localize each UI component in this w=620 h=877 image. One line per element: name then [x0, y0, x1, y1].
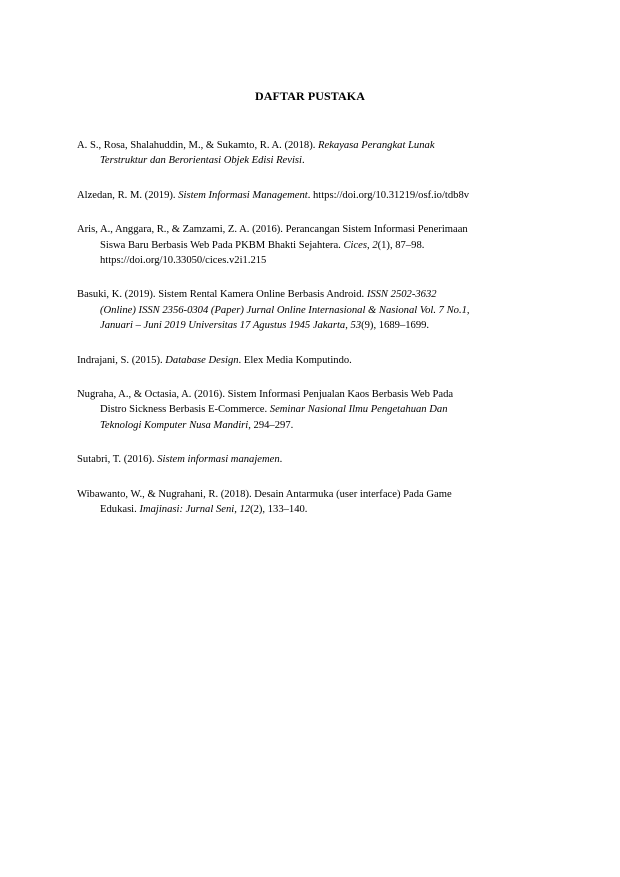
reference-line	[77, 353, 547, 368]
reference-text: Basuki, K. (2019). Sistem Rental Kamera Online Berbasis Android.	[77, 289, 367, 301]
reference-text: A. S., Rosa, Shalahuddin, M., & Sukamto, R. A. (2018).	[77, 140, 319, 151]
reference-line	[100, 253, 547, 268]
reference-entry	[77, 353, 547, 368]
reference-entry	[77, 222, 547, 268]
reference-entry	[77, 387, 547, 433]
reference-italic-text: (Online) ISSN 2356-0304 (Paper) Jurnal Online Internasional & Nasional Vol. 7 No.1,	[100, 304, 470, 316]
reference-text: (1), 87–98.	[377, 239, 425, 251]
reference-line	[100, 153, 547, 168]
reference-line	[77, 487, 547, 502]
reference-text: ,	[345, 320, 351, 332]
reference-text: Wibawanto, W., & Nugrahani, R. (2018). Desain Antarmuka (user interface) Pada Game	[77, 488, 452, 500]
reference-italic-text: Terstruktur dan Berorientasi Objek Edisi Revisi	[100, 155, 302, 167]
page-title: DAFTAR PUSTAKA	[255, 89, 365, 103]
reference-italic-text: Seminar Nasional Ilmu Pengetahuan Dan	[269, 404, 448, 416]
reference-line	[77, 188, 547, 203]
reference-entry	[77, 487, 547, 518]
reference-italic-text: 53	[350, 320, 362, 332]
reference-line	[77, 387, 547, 402]
reference-line	[77, 222, 547, 237]
reference-text: (9), 1689–1699.	[361, 320, 430, 332]
reference-text: .	[301, 155, 305, 167]
reference-line	[100, 303, 547, 318]
reference-text: . https://doi.org/10.31219/osf.io/tdb8v	[307, 189, 470, 201]
reference-text: .	[279, 454, 283, 466]
reference-line	[100, 238, 547, 253]
reference-text: Distro Sickness Berbasis E-Commerce.	[100, 404, 270, 416]
reference-entry	[77, 287, 547, 333]
reference-line	[100, 502, 547, 517]
reference-text: https://doi.org/10.33050/cices.v2i1.215	[100, 255, 267, 267]
reference-text: . Elex Media Komputindo.	[238, 354, 352, 366]
reference-italic-text: 12	[239, 504, 251, 516]
reference-italic-text: 2	[372, 239, 378, 251]
reference-text: Indrajani, S. (2015).	[77, 354, 166, 366]
reference-text: Aris, A., Anggara, R., & Zamzami, Z. A. (2016). Perancangan Sistem Informasi Penerimaan	[77, 224, 468, 236]
reference-italic-text: Database Design	[165, 354, 239, 366]
reference-line	[77, 287, 547, 302]
reference-italic-text: Cices	[343, 239, 368, 251]
reference-italic-text: Rekayasa Perangkat Lunak	[318, 140, 435, 151]
reference-italic-text: Sistem informasi manajemen	[157, 454, 280, 466]
reference-italic-text: Teknologi Komputer Nusa Mandiri	[100, 419, 249, 431]
reference-italic-text: Imajinasi: Jurnal Seni	[139, 504, 235, 516]
reference-line	[77, 452, 547, 467]
reference-list	[77, 138, 547, 518]
reference-text: Alzedan, R. M. (2019).	[77, 189, 179, 201]
reference-entry	[77, 138, 547, 169]
reference-text: (2), 133–140.	[250, 504, 308, 516]
reference-line	[100, 402, 547, 417]
reference-entry	[77, 452, 547, 467]
reference-text: ,	[367, 239, 373, 251]
reference-italic-text: Januari – Juni 2019 Universitas 17 Agustus 1945 Jakarta	[100, 320, 346, 332]
reference-line	[77, 138, 547, 153]
reference-line	[100, 418, 547, 433]
reference-entry	[77, 188, 547, 203]
reference-line	[100, 318, 547, 333]
reference-text: Nugraha, A., & Octasia, A. (2016). Sistem Informasi Penjualan Kaos Berbasis Web Pada	[77, 389, 454, 401]
reference-text: Edukasi.	[100, 504, 140, 516]
reference-italic-text: Sistem Informasi Management	[178, 189, 308, 201]
reference-text: , 294–297.	[248, 419, 294, 431]
reference-text: Sutabri, T. (2016).	[77, 454, 158, 466]
reference-text: ,	[234, 504, 240, 516]
reference-text: Siswa Baru Berbasis Web Pada PKBM Bhakti Sejahtera.	[100, 239, 344, 251]
reference-italic-text: ISSN 2502-3632	[366, 289, 437, 301]
